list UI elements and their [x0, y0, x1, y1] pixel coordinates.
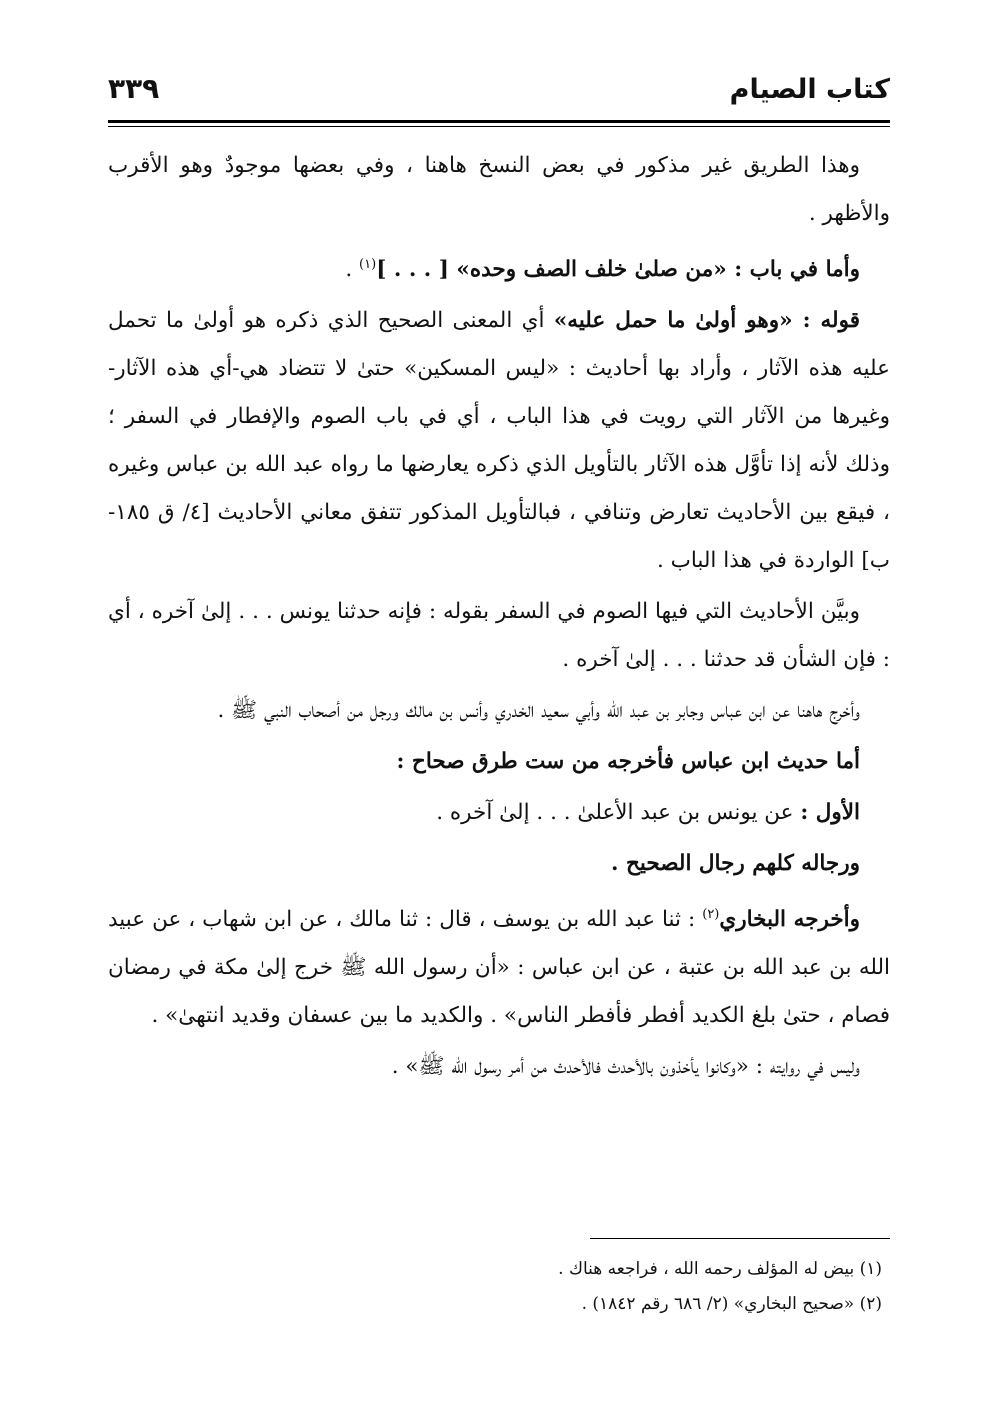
paragraph-lead: وأما في باب : «من صلىٰ خلف الصف وحده» [ . . . ] [376, 257, 860, 283]
paragraph-lead: الأول : [800, 800, 860, 826]
paragraph-lead: وأخرجه البخاري [719, 907, 860, 933]
paragraph-9 [108, 891, 890, 1040]
paragraph-7 [108, 789, 890, 837]
footnotes [108, 1252, 890, 1322]
paragraph-lead: قوله : «وهو أولىٰ ما حمل عليه» [553, 308, 860, 334]
paragraph-text: وبيَّن الأحاديث التي فيها الصوم في السفر بقوله : فإنه حدثنا يونس . . . إلىٰ آخره ، أي : فإن الشأن قد حدثنا . . . إلىٰ آخره . [108, 599, 890, 673]
paragraph-text: وهذا الطريق غير مذكور في بعض النسخ هاهنا ، وفي بعضها موجودٌ وهو الأقرب والأظهر . [108, 153, 890, 226]
book-page [108, 70, 890, 1370]
running-title: كتاب الصيام [729, 74, 890, 105]
paragraph-lead: أما حديث ابن عباس فأخرجه من ست طرق صحاح : [396, 749, 860, 775]
paragraph-8 [108, 840, 890, 888]
header-rule [108, 120, 890, 123]
footnote-separator [590, 1238, 890, 1239]
paragraph-4 [108, 588, 890, 684]
paragraph-text: : ثنا عبد الله بن يوسف ، قال : ثنا مالك ، عن ابن شهاب ، عن عبيد الله بن عبد الله بن عتبة ، عن ابن عباس : «أن رسول الله ﷺ خرج إلىٰ مكة في رمضان فصام ، حتىٰ بلغ الكديد أفطر فأفطر الناس» . والكديد ما بين عسفان وقديد انتهىٰ» . [108, 907, 890, 1029]
paragraph-lead: ورجاله كلهم رجال الصحيح . [611, 851, 860, 877]
paragraph-text: وليس في روايته : «وكانوا يأخذون بالأحدث فالأحدث من أمر رسول الله ﷺ» . [391, 1054, 860, 1080]
paragraph-2 [108, 241, 890, 294]
paragraph-1 [108, 142, 890, 238]
header-rule-thin [108, 126, 890, 127]
footnote-2: (٢) «صحيح البخاري» (٢/ ٦٨٦ رقم ١٨٤٢) . [581, 1294, 882, 1314]
paragraph-5 [108, 687, 890, 735]
paragraph-6 [108, 738, 890, 786]
footnote-ref-2: (٢) [702, 907, 720, 923]
paragraph-3 [108, 297, 890, 585]
footnote-1: (١) بيض له المؤلف رحمه الله ، فراجعه هناك . [558, 1259, 882, 1279]
paragraph-text: عن يونس بن عبد الأعلىٰ . . . إلىٰ آخره . [436, 800, 801, 826]
paragraph-text: . [345, 257, 360, 283]
paragraph-text: وأخرج هاهنا عن ابن عباس وجابر بن عبد الله وأبي سعيد الخدري وأنس بن مالك ورجل من أصحاب النبي ﷺ . [217, 698, 860, 724]
paragraph-10 [108, 1043, 890, 1091]
page-number: ٣٣٩ [108, 72, 160, 105]
page-header [108, 70, 890, 120]
footnote-ref-1: (١) [359, 257, 377, 272]
main-text [108, 142, 890, 1094]
paragraph-text: أي المعنى الصحيح الذي ذكره هو أولىٰ ما تحمل عليه هذه الآثار ، وأراد بها أحاديث : «ليس المسكين» حتىٰ لا تتضاد هي-أي هذه الآثار- وغيرها من الآثار التي رويت في هذا الباب ، أي في باب الصوم والإفطار في السفر ؛ وذلك لأنه إذا تأوَّل هذه الآثار بالتأويل الذي ذكره يعارضها ما رواه عبد الله بن عباس وغيره ، فيقع بين الأحاديث تعارض وتنافي ، فبالتأويل المذكور تتفق معاني الأحاديث [٤/ ق ١٨٥-ب] الواردة في هذا الباب . [108, 308, 890, 574]
